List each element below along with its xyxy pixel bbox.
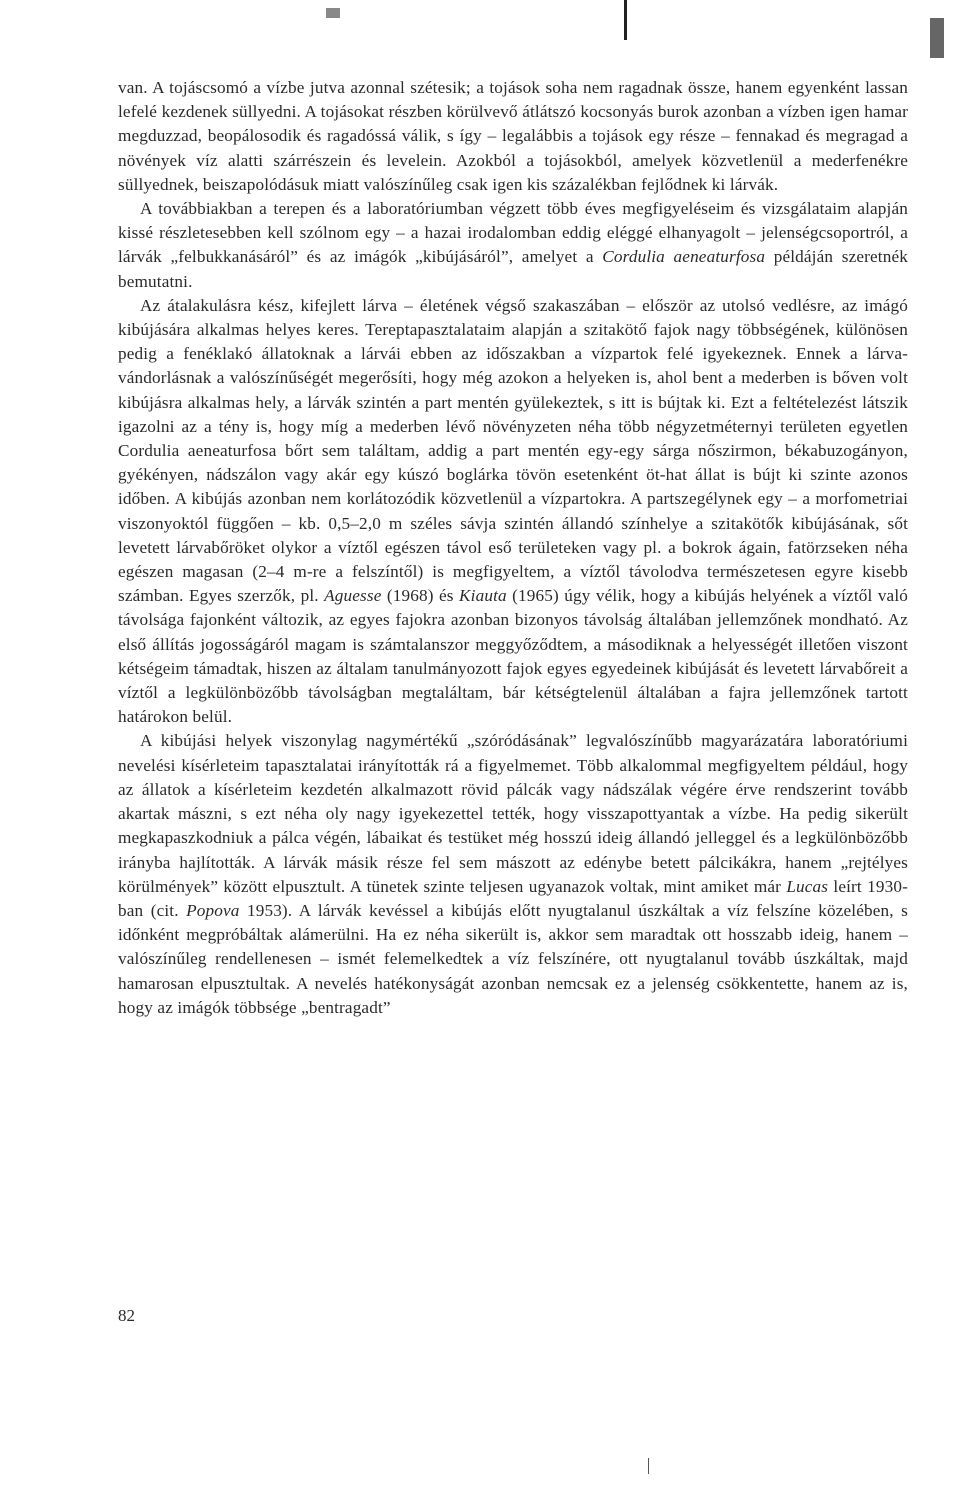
text-run: példáján szeretnék bemutatni.	[118, 247, 908, 291]
scan-artifact-top-right	[930, 18, 944, 58]
text-run: 1953). A lárvák kevéssel a kibújás előtt nyugtalanul úszkáltak a víz felszíne közelében, s időnként megpróbáltak alámerülni. Ha ez néha sikerült is, akkor sem maradtak ott hosszabb ideig, hanem – valószínűleg rendellenesen – ismét felemelkedtek a víz felszínére, ott nyugtalanul tovább úszkáltak, majd hamarosan elpusztultak. A nevelés hatékonyságát azonban nemcsak ez a jelenség csökkentette, hanem az is, hogy az imágók többsége „bentragadt”	[118, 900, 908, 1017]
text-run: van. A tojáscsomó a vízbe jutva azonnal szétesik; a tojások soha nem ragadnak össze, hanem egyenként lassan lefelé kezdenek süllyedni. A tojásokat részben körülvevő átlátszó kocsonyás burok azonban a vízben igen hamar megduzzad, beopálosodik és ragadóssá válik, s így – legalábbis a tojások egy része – fennakad és megragad a növények víz alatti szárrészein és levelein. Azokból a tojásokból, amelyek közvetlenül a mederfenékre süllyednek, beiszapolódásuk miatt valószínűleg csak igen kis százalékban fejlődnek ki lárvák.	[118, 78, 908, 194]
paragraph	[118, 294, 908, 730]
italic-name: Popova	[186, 900, 240, 920]
paragraph	[118, 197, 908, 294]
text-run: (1965) úgy vélik, hogy a kibújás helyének a víztől való távolsága fajonként változik, az egyes fajokra azonban bizonyos távolság általában jellemzőnek mondható. Az első állítás jogosságáról magam is számtalanszor meggyőződtem, a másodiknak a helyességét illetően viszont kétségeim támadtak, hiszen az általam tanulmányozott fajok egyes egyedeinek kibújását és levetett lárvabőreit a víztől a legkülönbözőbb távolságban megtaláltam, bár kétségtelenül általában a fajra jellemzőnek tartott határokon belül.	[118, 586, 909, 727]
text-run: A továbbiakban a terepen és a laboratóriumban végzett több éves megfigyeléseim és vizsgálataim alapján kissé részletesebben kell szólnom egy – a hazai irodalomban eddig eléggé elhanyagolt – jelenségcsoportról, a lárvák „felbukkanásáról” és az imágók „kibújásáról”, amelyet a	[118, 199, 908, 267]
scan-artifact-top-dot	[326, 8, 340, 18]
text-run: A kibújási helyek viszonylag nagymértékű „szóródásának” legvalószínűbb magyarázatára laboratóriumi nevelési kísérleteim tapasztalatai irányították rá a figyelmemet. Több alkalommal megfigyeltem például, hogy az állatok a kísérleteim kezdetén alkalmazott rövid pálcák vagy nádszálak végére érve rendszerint tovább akartak mászni, s ezt néha oly nagy igyekezettel tették, hogy visszapottyantak a vízbe. Ha pedig sikerült megkapaszkodniuk a pálca végén, lábaikat és testüket még hosszú ideig állandó jelleggel és a legkülönbözőbb irányba hajlították. A lárvák másik része fel sem mászott az edénybe betett pálcikákra, hanem „rejtélyes körülmények” között elpusztult. A tünetek szinte teljesen ugyanazok voltak, mint amiket már	[118, 731, 908, 896]
text-run: Az átalakulásra kész, kifejlett lárva – életének végső szakaszában – először az utolsó vedlésre, az imágó kibújására alkalmas helyes keres. Tereptapasztalataim alapján a szitakötő fajok nagy többségének, különösen pedig a fenéklakó állatoknak a lárvái ebben az időszakban a vízpartok felé igyekeznek. Ennek a lárva-vándorlásnak a valószínűségét megerősíti, hogy még azokon a helyeken is, ahol bent a mederben is bőven volt kibújásra alkalmas hely, a lárvák szintén a part mentén gyülekeztek, s itt is bújtak ki. Ezt a feltételezést látszik igazolni az a tény is, hogy míg a mederben lévő növényzeten néha több négyzetméternyi területen egyetlen Cordulia aeneaturfosa bőrt sem találtam, addig a part mentén egy-egy sárga nőszirmon, békabuzogányon, gyékényen, nádszálon vagy akár egy kúszó boglárka tövön esetenként öt-hat állat is bújt ki szinte azonos időben. A kibújás azonban nem korlátozódik közvetlenül a vízpartokra. A partszegélynek egy – a morfometriai viszonyoktól függően – kb. 0,5–2,0 m széles sávja szintén állandó színhelye a szitakötők kibújásának, sőt levetett lárvabőröket olykor a víztől egészen távol eső területeken vagy pl. a bokrok ágain, fatörzseken néha egészen magasan (2–4 m-re a felszíntől) is megfigyeltem, a víztől távolodva természetesen egyre kisebb számban. Egyes szerzők, pl.	[118, 295, 908, 606]
italic-name: Cordulia aeneaturfosa	[602, 247, 766, 267]
italic-name: Kiauta	[459, 586, 507, 606]
body-text	[118, 76, 908, 1020]
paragraph	[118, 76, 908, 197]
text-run: (1968) és	[381, 586, 460, 606]
italic-name: Aguesse	[324, 586, 382, 606]
paragraph	[118, 729, 908, 1019]
scan-artifact-bottom	[648, 1458, 649, 1474]
scan-artifact-top-line	[624, 0, 627, 40]
text-run: leírt 1930-ban (cit.	[118, 876, 909, 920]
italic-name: Lucas	[786, 876, 829, 896]
page-number: 82	[118, 1306, 135, 1325]
